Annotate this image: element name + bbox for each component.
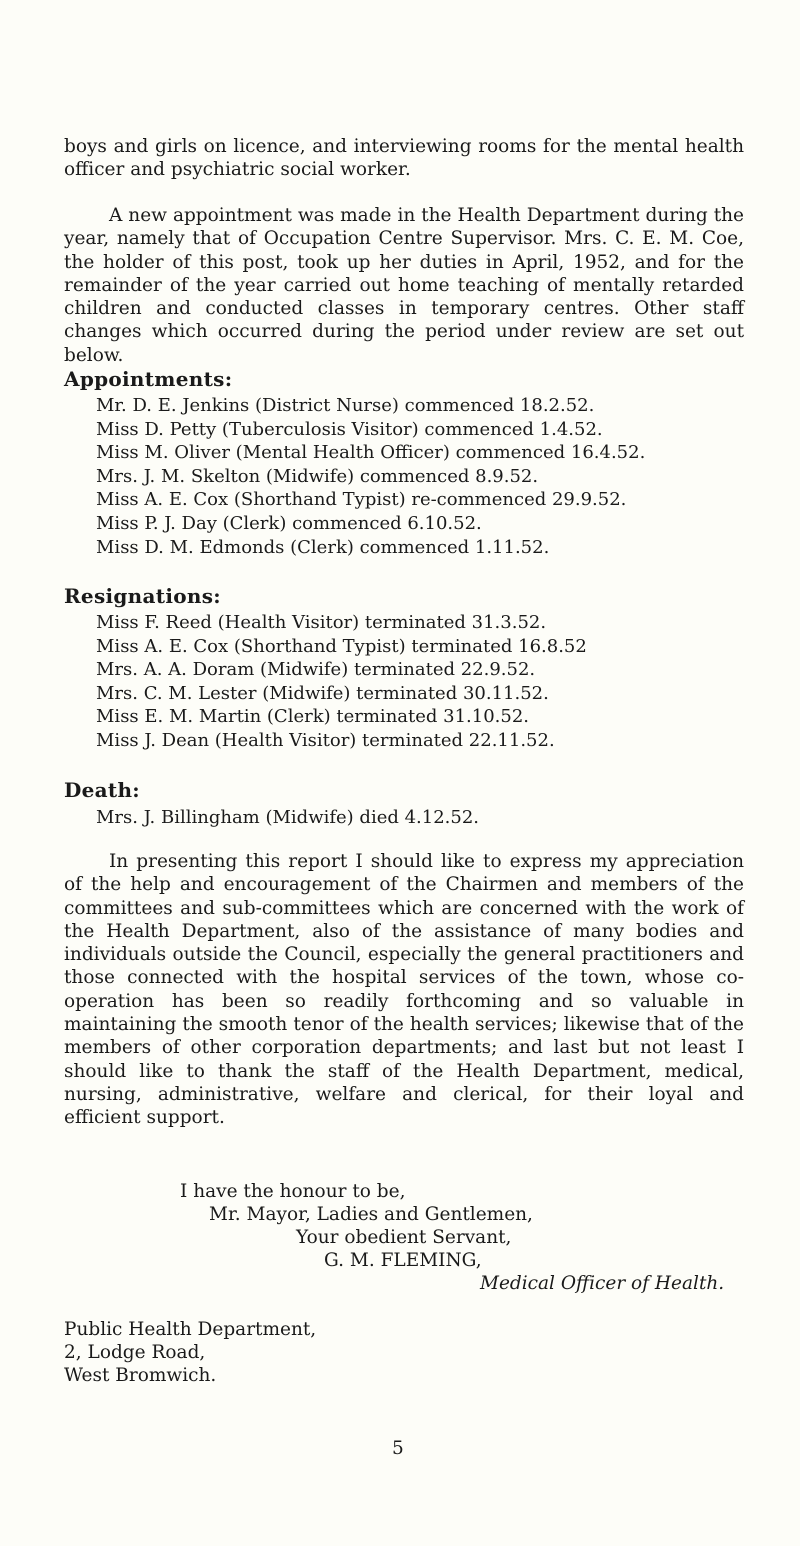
signoff-title: Medical Officer of Health.: [480, 1273, 725, 1294]
department-address: [64, 1318, 316, 1387]
address-line-2: 2, Lodge Road,: [64, 1342, 206, 1363]
appointment-paragraph: A new appointment was made in the Health Department during the year, namely that of Occupation Centre Supervisor. Mrs. C. E. M. Coe, the holder of this post, took up her duties in April, 1952, and for the remainder of the year carried out home teaching of mentally retarded children and conducted classes in temporary centres. Other staff changes which occurred during the period under review are set out below.: [64, 205, 744, 366]
list-item: Mrs. C. M. Lester (Midwife) terminated 30.11.52.: [96, 682, 549, 704]
appointments-list: [96, 394, 645, 559]
address-line-1: Public Health Department,: [64, 1319, 317, 1340]
list-item: Miss A. E. Cox (Shorthand Typist) re-commenced 29.9.52.: [96, 489, 627, 511]
resignations-heading: Resignations:: [64, 584, 221, 608]
list-item: Mrs. J. M. Skelton (Midwife) commenced 8.9.52.: [96, 465, 539, 487]
list-item: Mr. D. E. Jenkins (District Nurse) commenced 18.2.52.: [96, 395, 595, 416]
signoff-line-2: Mr. Mayor, Ladies and Gentlemen,: [209, 1204, 533, 1225]
death-list: [96, 806, 479, 830]
closing-paragraph: In presenting this report I should like to express my appreciation of the help and encouragement of the Chairmen and members of the committees and sub-committees which are concerned with the work of the Health Department, also of the assistance of many bodies and individuals outside the Council, especially the general practitioners and those connected with the hospital services of the town, whose co-operation has been so readily forthcoming and so valuable in maintaining the smooth tenor of the health services; likewise that of the members of other corporation departments; and last but not least I should like to thank the staff of the Health Department, medical, nursing, administrative, welfare and clerical, for their loyal and efficient support.: [64, 851, 744, 1129]
list-item: Miss J. Dean (Health Visitor) terminated 22.11.52.: [96, 729, 555, 751]
list-item: Mrs. J. Billingham (Midwife) died 4.12.52.: [96, 807, 480, 828]
resignations-list: [96, 611, 587, 753]
signoff-name: G. M. FLEMING,: [324, 1250, 482, 1271]
intro-paragraph: boys and girls on licence, and interviewing rooms for the mental health officer and psychiatric social worker.: [64, 136, 744, 181]
signoff-line-3: Your obedient Servant,: [296, 1227, 512, 1248]
appointments-heading: Appointments:: [64, 367, 233, 391]
signoff-line-1: I have the honour to be,: [180, 1181, 406, 1202]
list-item: Miss D. M. Edmonds (Clerk) commenced 1.11.52.: [96, 536, 550, 558]
page-number: 5: [392, 1438, 404, 1459]
address-line-3: West Bromwich.: [64, 1365, 217, 1386]
list-item: Miss A. E. Cox (Shorthand Typist) terminated 16.8.52: [96, 635, 587, 657]
list-item: Mrs. A. A. Doram (Midwife) terminated 22.9.52.: [96, 659, 536, 681]
list-item: Miss P. J. Day (Clerk) commenced 6.10.52.: [96, 512, 482, 534]
list-item: Miss D. Petty (Tuberculosis Visitor) commenced 1.4.52.: [96, 418, 603, 440]
death-heading: Death:: [64, 778, 140, 802]
list-item: Miss F. Reed (Health Visitor) terminated 31.3.52.: [96, 612, 547, 633]
list-item: Miss E. M. Martin (Clerk) terminated 31.10.52.: [96, 706, 530, 728]
list-item: Miss M. Oliver (Mental Health Officer) commenced 16.4.52.: [96, 442, 646, 464]
